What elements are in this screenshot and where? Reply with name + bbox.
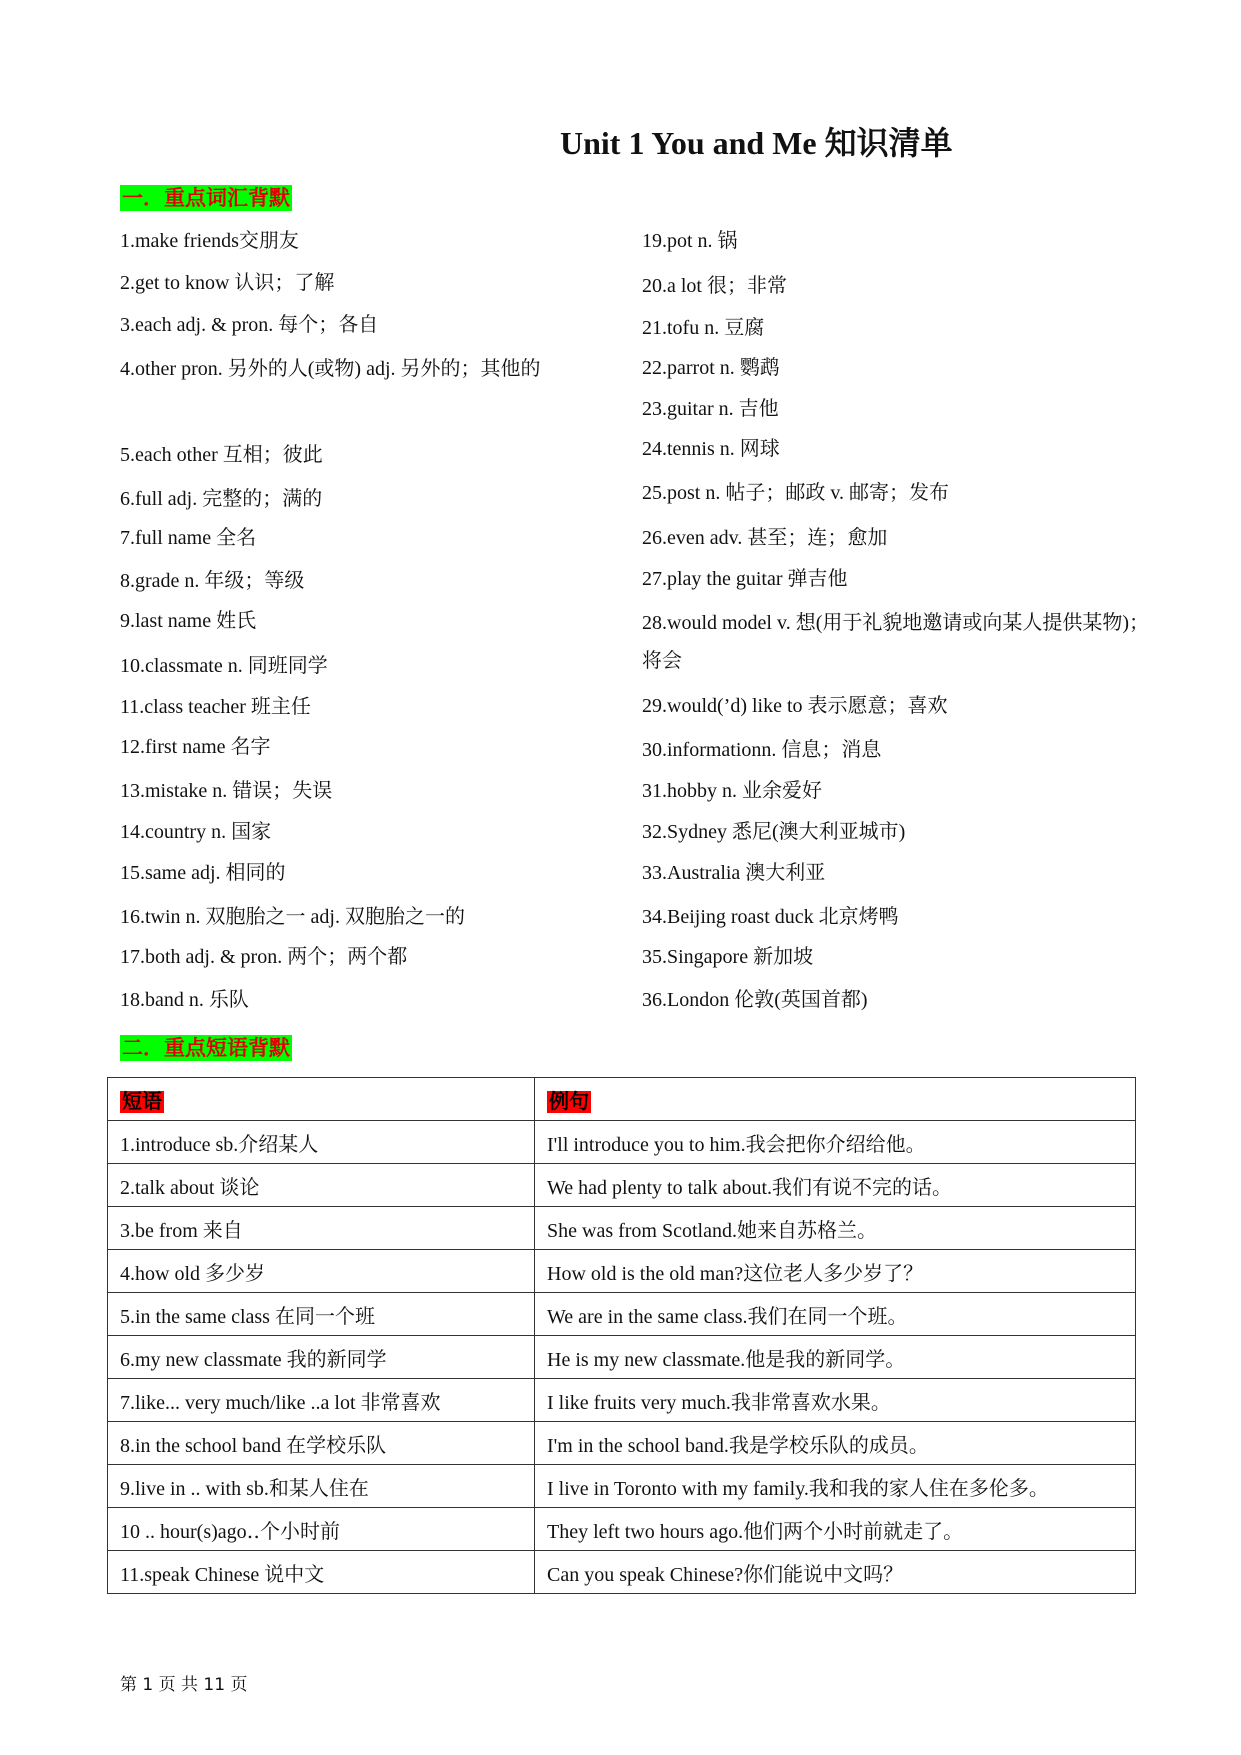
vocab-item: 8.grade n. 年级；等级 — [120, 570, 305, 592]
example-cell: I'm in the school band.我是学校乐队的成员。 — [535, 1422, 1136, 1465]
vocab-item: 5.each other 互相；彼此 — [120, 444, 323, 466]
vocab-item: 34.Beijing roast duck 北京烤鸭 — [642, 906, 899, 928]
example-cell: They left two hours ago.他们两个小时前就走了。 — [535, 1508, 1136, 1551]
example-cell: I'll introduce you to him.我会把你介绍给他。 — [535, 1121, 1136, 1164]
table-header-row — [108, 1078, 1136, 1121]
phrases-table — [107, 1077, 1136, 1594]
vocab-item: 15.same adj. 相同的 — [120, 862, 286, 884]
vocab-item: 29.would(’d) like to 表示愿意；喜欢 — [642, 695, 948, 717]
section-heading-vocabulary: 一．重点词汇背默 — [122, 186, 290, 210]
column-header-example: 例句 — [535, 1078, 1136, 1121]
vocab-item: 17.both adj. & pron. 两个；两个都 — [120, 946, 408, 968]
example-cell: I live in Toronto with my family.我和我的家人住在多伦多。 — [535, 1465, 1136, 1508]
vocab-item: 13.mistake n. 错误；失误 — [120, 780, 333, 802]
vocab-item: 7.full name 全名 — [120, 527, 257, 549]
table-row — [108, 1121, 1136, 1164]
vocab-item: 23.guitar n. 吉他 — [642, 398, 779, 420]
vocab-item: 35.Singapore 新加坡 — [642, 946, 814, 968]
vocab-item: 25.post n. 帖子；邮政 v. 邮寄；发布 — [642, 482, 950, 504]
vocab-item: 20.a lot 很；非常 — [642, 275, 787, 297]
vocab-item: 19.pot n. 锅 — [642, 230, 738, 252]
table-row — [108, 1379, 1136, 1422]
phrase-cell: 5.in the same class 在同一个班 — [108, 1293, 535, 1336]
vocab-item: 31.hobby n. 业余爱好 — [642, 780, 822, 802]
vocab-item: 11.class teacher 班主任 — [120, 696, 311, 718]
table-row — [108, 1207, 1136, 1250]
table-row — [108, 1336, 1136, 1379]
vocab-item: 26.even adv. 甚至；连；愈加 — [642, 527, 888, 549]
example-cell: He is my new classmate.他是我的新同学。 — [535, 1336, 1136, 1379]
table-row — [108, 1293, 1136, 1336]
table-row — [108, 1164, 1136, 1207]
example-cell: I like fruits very much.我非常喜欢水果。 — [535, 1379, 1136, 1422]
vocab-item: 2.get to know 认识；了解 — [120, 272, 335, 294]
vocab-item: 24.tennis n. 网球 — [642, 438, 780, 460]
phrase-cell: 6.my new classmate 我的新同学 — [108, 1336, 535, 1379]
phrase-cell: 3.be from 来自 — [108, 1207, 535, 1250]
vocab-item: 33.Australia 澳大利亚 — [642, 862, 826, 884]
vocab-item: 6.full adj. 完整的；满的 — [120, 488, 323, 510]
vocab-item: 32.Sydney 悉尼(澳大利亚城市) — [642, 821, 906, 843]
phrase-cell: 11.speak Chinese 说中文 — [108, 1551, 535, 1594]
vocab-item: 18.band n. 乐队 — [120, 989, 249, 1011]
page-title: Unit 1 You and Me 知识清单 — [560, 125, 953, 161]
column-header-phrase: 短语 — [108, 1078, 535, 1121]
phrase-cell: 8.in the school band 在学校乐队 — [108, 1422, 535, 1465]
table-row — [108, 1250, 1136, 1293]
vocab-item: 3.each adj. & pron. 每个；各自 — [120, 314, 379, 336]
section-heading-phrases: 二．重点短语背默 — [122, 1036, 290, 1060]
example-cell: We had plenty to talk about.我们有说不完的话。 — [535, 1164, 1136, 1207]
vocab-item: 9.last name 姓氏 — [120, 610, 257, 632]
phrase-cell: 4.how old 多少岁 — [108, 1250, 535, 1293]
table-row — [108, 1551, 1136, 1594]
example-cell: Can you speak Chinese?你们能说中文吗？ — [535, 1551, 1136, 1594]
table-row — [108, 1508, 1136, 1551]
vocab-item: 16.twin n. 双胞胎之一 adj. 双胞胎之一的 — [120, 906, 465, 928]
phrase-cell: 9.live in .. with sb.和某人住在 — [108, 1465, 535, 1508]
phrase-cell: 7.like... very much/like ..a lot 非常喜欢 — [108, 1379, 535, 1422]
page-footer: 第 1 页 共 11 页 — [120, 1675, 248, 1695]
vocab-item: 10.classmate n. 同班同学 — [120, 655, 328, 677]
vocab-item: 36.London 伦敦(英国首都) — [642, 989, 868, 1011]
vocab-item: 21.tofu n. 豆腐 — [642, 317, 765, 339]
vocab-item: 14.country n. 国家 — [120, 821, 272, 843]
vocab-item: 4.other pron. 另外的人(或物) adj. 另外的；其他的 — [120, 358, 541, 380]
vocab-item: 1.make friends交朋友 — [120, 230, 299, 252]
phrase-cell: 2.talk about 谈论 — [108, 1164, 535, 1207]
vocab-item: 27.play the guitar 弹吉他 — [642, 568, 848, 590]
vocab-item: 12.first name 名字 — [120, 736, 271, 758]
vocab-item: 30.informationn. 信息；消息 — [642, 739, 882, 761]
table-row — [108, 1422, 1136, 1465]
phrase-cell: 10 .. hour(s)ago‥个小时前 — [108, 1508, 535, 1551]
example-cell: We are in the same class.我们在同一个班。 — [535, 1293, 1136, 1336]
vocab-item: 28.would model v. 想(用于礼貌地邀请或向某人提供某物)；将会 — [642, 612, 1150, 672]
table-row — [108, 1465, 1136, 1508]
vocab-item: 22.parrot n. 鹦鹉 — [642, 357, 780, 379]
example-cell: How old is the old man?这位老人多少岁了？ — [535, 1250, 1136, 1293]
phrase-cell: 1.introduce sb.介绍某人 — [108, 1121, 535, 1164]
example-cell: She was from Scotland.她来自苏格兰。 — [535, 1207, 1136, 1250]
